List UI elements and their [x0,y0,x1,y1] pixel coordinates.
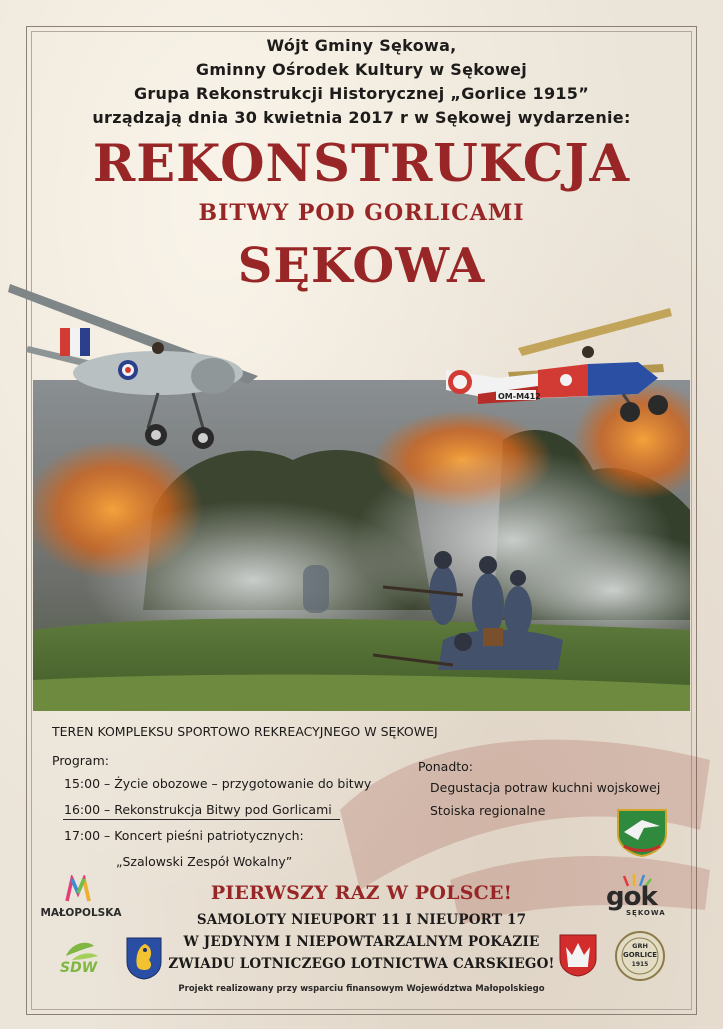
gok-sekowa-logo [604,878,676,918]
program-item-1: 15:00 – Życie obozowe – przygotowanie do bitwy [64,776,372,791]
malopolska-emblem-icon [64,875,98,903]
grh-mid-label: GORLICE [622,951,658,959]
sekowa-coat-of-arms-icon [558,933,598,977]
program-item-2: 16:00 – Rekonstrukcja Bitwy pod Gorlicami [64,802,332,817]
gok-sublabel: SĘKOWA [626,909,666,917]
first-time-headline: PIERWSZY RAZ W POLSCE! [210,882,513,904]
nieuport-11-plane [8,278,273,456]
sdw-logo [58,938,104,984]
organizer-line-3: Grupa Rekonstrukcji Historycznej „Gorlice 1915” [133,84,590,103]
nieuport-17-plane [438,308,672,430]
event-title: REKONSTRUKCJA [92,134,631,194]
also-item-2: Stoiska regionalne [430,803,546,818]
program-label: Program: [52,753,109,768]
plane-registration-code: OM-M412 [498,392,541,401]
gorlice-county-coat-of-arms-icon [125,936,163,980]
event-intro-line: urządzają dnia 30 kwietnia 2017 r w Sękowej wydarzenie: [92,108,631,127]
also-item-1: Degustacja potraw kuchni wojskowej [430,780,661,795]
malopolska-label: MAŁOPOLSKA [40,907,122,919]
sdw-label: SDW [60,960,98,976]
organizer-line-1: Wójt Gminy Sękowa, [266,36,457,55]
malopolska-logo [36,875,126,919]
funding-footer: Projekt realizowany przy wsparciu finansowym Województwa Małopolskiego [178,984,545,994]
highlight-line-1: SAMOLOTY NIEUPORT 11 I NIEUPORT 17 [196,912,527,928]
gok-label: gok [606,882,657,912]
grh-year-label: 1915 [631,961,649,968]
event-subtitle: BITWY POD GORLICAMI [198,200,525,226]
venue: TEREN KOMPLEKSU SPORTOWO REKREACYJNEGO W SĘKOWEJ [52,724,438,739]
program-item-3-ensemble: „Szalowski Zespół Wokalny” [116,854,293,869]
organizers-header [0,34,723,130]
program-item-3: 17:00 – Koncert pieśni patriotycznych: [64,828,304,843]
organizer-line-2: Gminny Ośrodek Kultury w Sękowej [195,60,528,79]
program-item-2-underline [63,819,340,820]
event-place: SĘKOWA [237,238,486,294]
grh-top-label: GRH [632,942,648,950]
highlight-line-3: ZWIADU LOTNICZEGO LOTNICTWA CARSKIEGO! [168,956,555,972]
lotnictwo-badge-icon [614,806,670,858]
also-label: Ponadto: [418,759,474,774]
highlight-line-2: W JEDYNYM I NIEPOWTARZALNYM POKAZIE [183,934,540,950]
grh-gorlice-logo [614,930,666,982]
